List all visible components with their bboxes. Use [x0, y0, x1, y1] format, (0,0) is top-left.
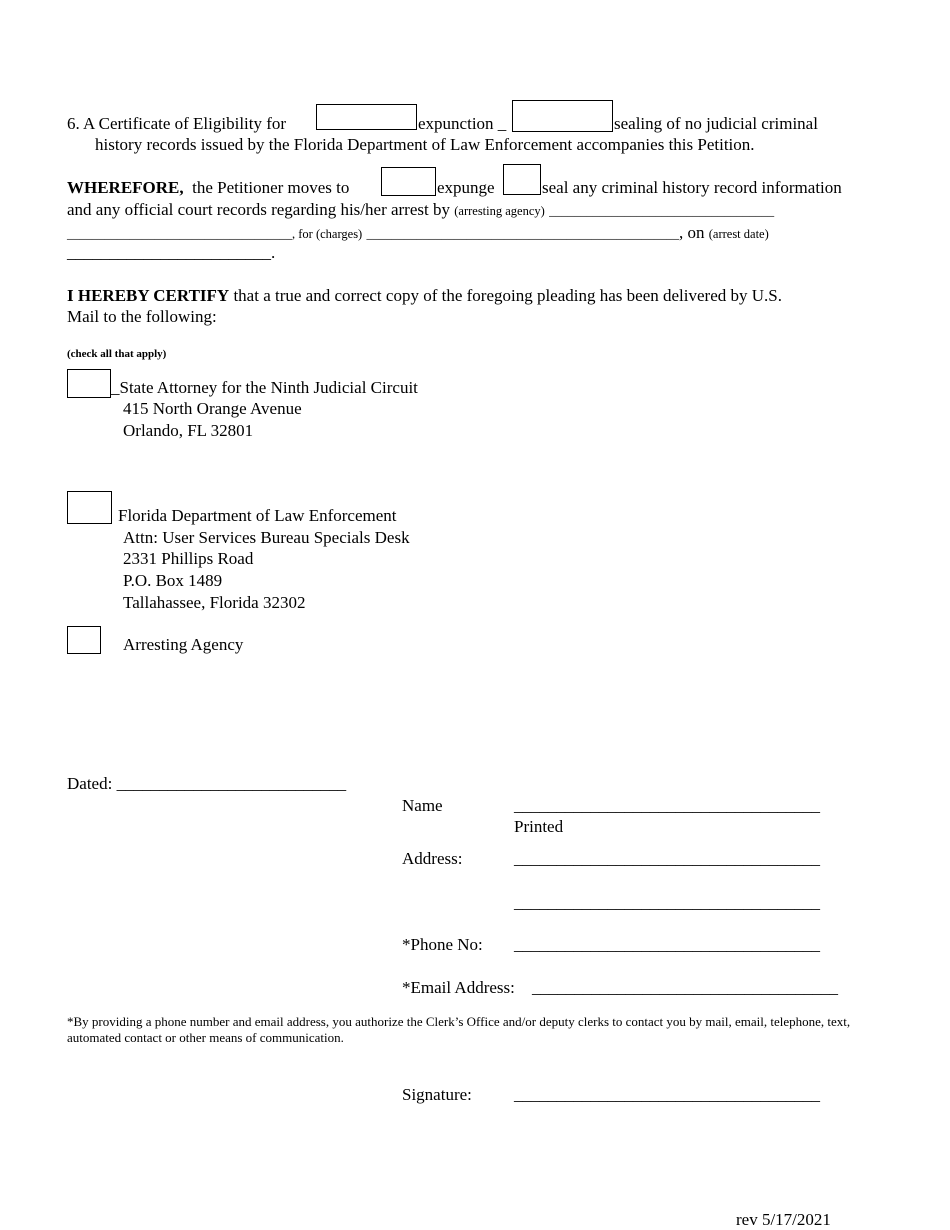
state-attorney-address2: Orlando, FL 32801: [123, 421, 254, 440]
item6-line2: history records issued by the Florida Department of Law Enforcement accompanies this Petition.: [95, 135, 755, 154]
fdle-attn: Attn: User Services Bureau Specials Desk: [123, 528, 410, 547]
state-attorney-address1: 415 North Orange Avenue: [123, 399, 302, 418]
certify-line2: Mail to the following:: [67, 307, 217, 326]
charges-blank[interactable]: __________________________________________________: [366, 227, 679, 241]
arresting-agency-checkbox[interactable]: [67, 626, 101, 654]
fdle-street: 2331 Phillips Road: [123, 549, 254, 568]
sealing-checkbox[interactable]: [512, 100, 613, 132]
arrest-date-blank[interactable]: ________________________.: [67, 243, 276, 262]
dated-row: Dated: ___________________________: [67, 774, 347, 793]
revision-date: rev 5/17/2021: [736, 1210, 831, 1229]
signature-label: Signature:: [402, 1085, 472, 1104]
state-attorney-checkbox[interactable]: [67, 369, 111, 398]
email-label: *Email Address:: [402, 978, 515, 997]
expunction-checkbox[interactable]: [316, 104, 417, 130]
item6-expunction-label: expunction _: [418, 114, 507, 133]
footnote: *By providing a phone number and email address, you authorize the Clerk’s Office and/or deputy clerks to contact you by mail, email, telephone, text, automated contact or other means of communication.: [67, 1014, 851, 1046]
address-blank-1[interactable]: ____________________________________: [514, 849, 820, 868]
address-blank-2[interactable]: ____________________________________: [514, 893, 820, 912]
signature-blank[interactable]: ____________________________________: [514, 1085, 820, 1104]
wherefore-line2: and any official court records regarding his/her arrest by (arresting agency) ____________________________________: [67, 200, 775, 219]
state-attorney-name: _State Attorney for the Ninth Judicial Circuit: [111, 378, 418, 397]
seal-checkbox[interactable]: [503, 164, 541, 195]
check-note: (check all that apply): [67, 348, 167, 360]
expunge-label: expunge: [437, 178, 495, 197]
fdle-city: Tallahassee, Florida 32302: [123, 593, 306, 612]
certify-line1: I HEREBY CERTIFY that a true and correct copy of the foregoing pleading has been delivered by U.S.: [67, 286, 782, 305]
line3-blank[interactable]: ____________________________________: [67, 227, 292, 241]
wherefore-line3: ____________________________________, for (charges) __________________________________________________, on (arrest date): [67, 223, 769, 242]
fdle-pobox: P.O. Box 1489: [123, 571, 223, 590]
phone-label: *Phone No:: [402, 935, 483, 954]
arresting-agency-label: Arresting Agency: [123, 635, 244, 654]
dated-blank[interactable]: ___________________________: [116, 774, 347, 793]
expunge-checkbox[interactable]: [381, 167, 436, 196]
wherefore-text1: WHEREFORE, the Petitioner moves to: [67, 178, 350, 197]
arresting-agency-blank[interactable]: ____________________________________: [549, 204, 775, 218]
fdle-name: Florida Department of Law Enforcement: [118, 506, 397, 525]
name-blank[interactable]: ____________________________________: [514, 796, 820, 815]
item6-sealing-label: sealing of no judicial criminal: [614, 114, 818, 133]
email-blank[interactable]: ____________________________________: [532, 978, 838, 997]
name-label: Name: [402, 796, 443, 815]
address-label: Address:: [402, 849, 463, 868]
printed-label: Printed: [514, 817, 564, 836]
item6-line1-prefix: 6. A Certificate of Eligibility for: [67, 114, 287, 133]
phone-blank[interactable]: ____________________________________: [514, 935, 820, 954]
fdle-checkbox[interactable]: [67, 491, 112, 524]
seal-label: seal any criminal history record information: [542, 178, 842, 197]
